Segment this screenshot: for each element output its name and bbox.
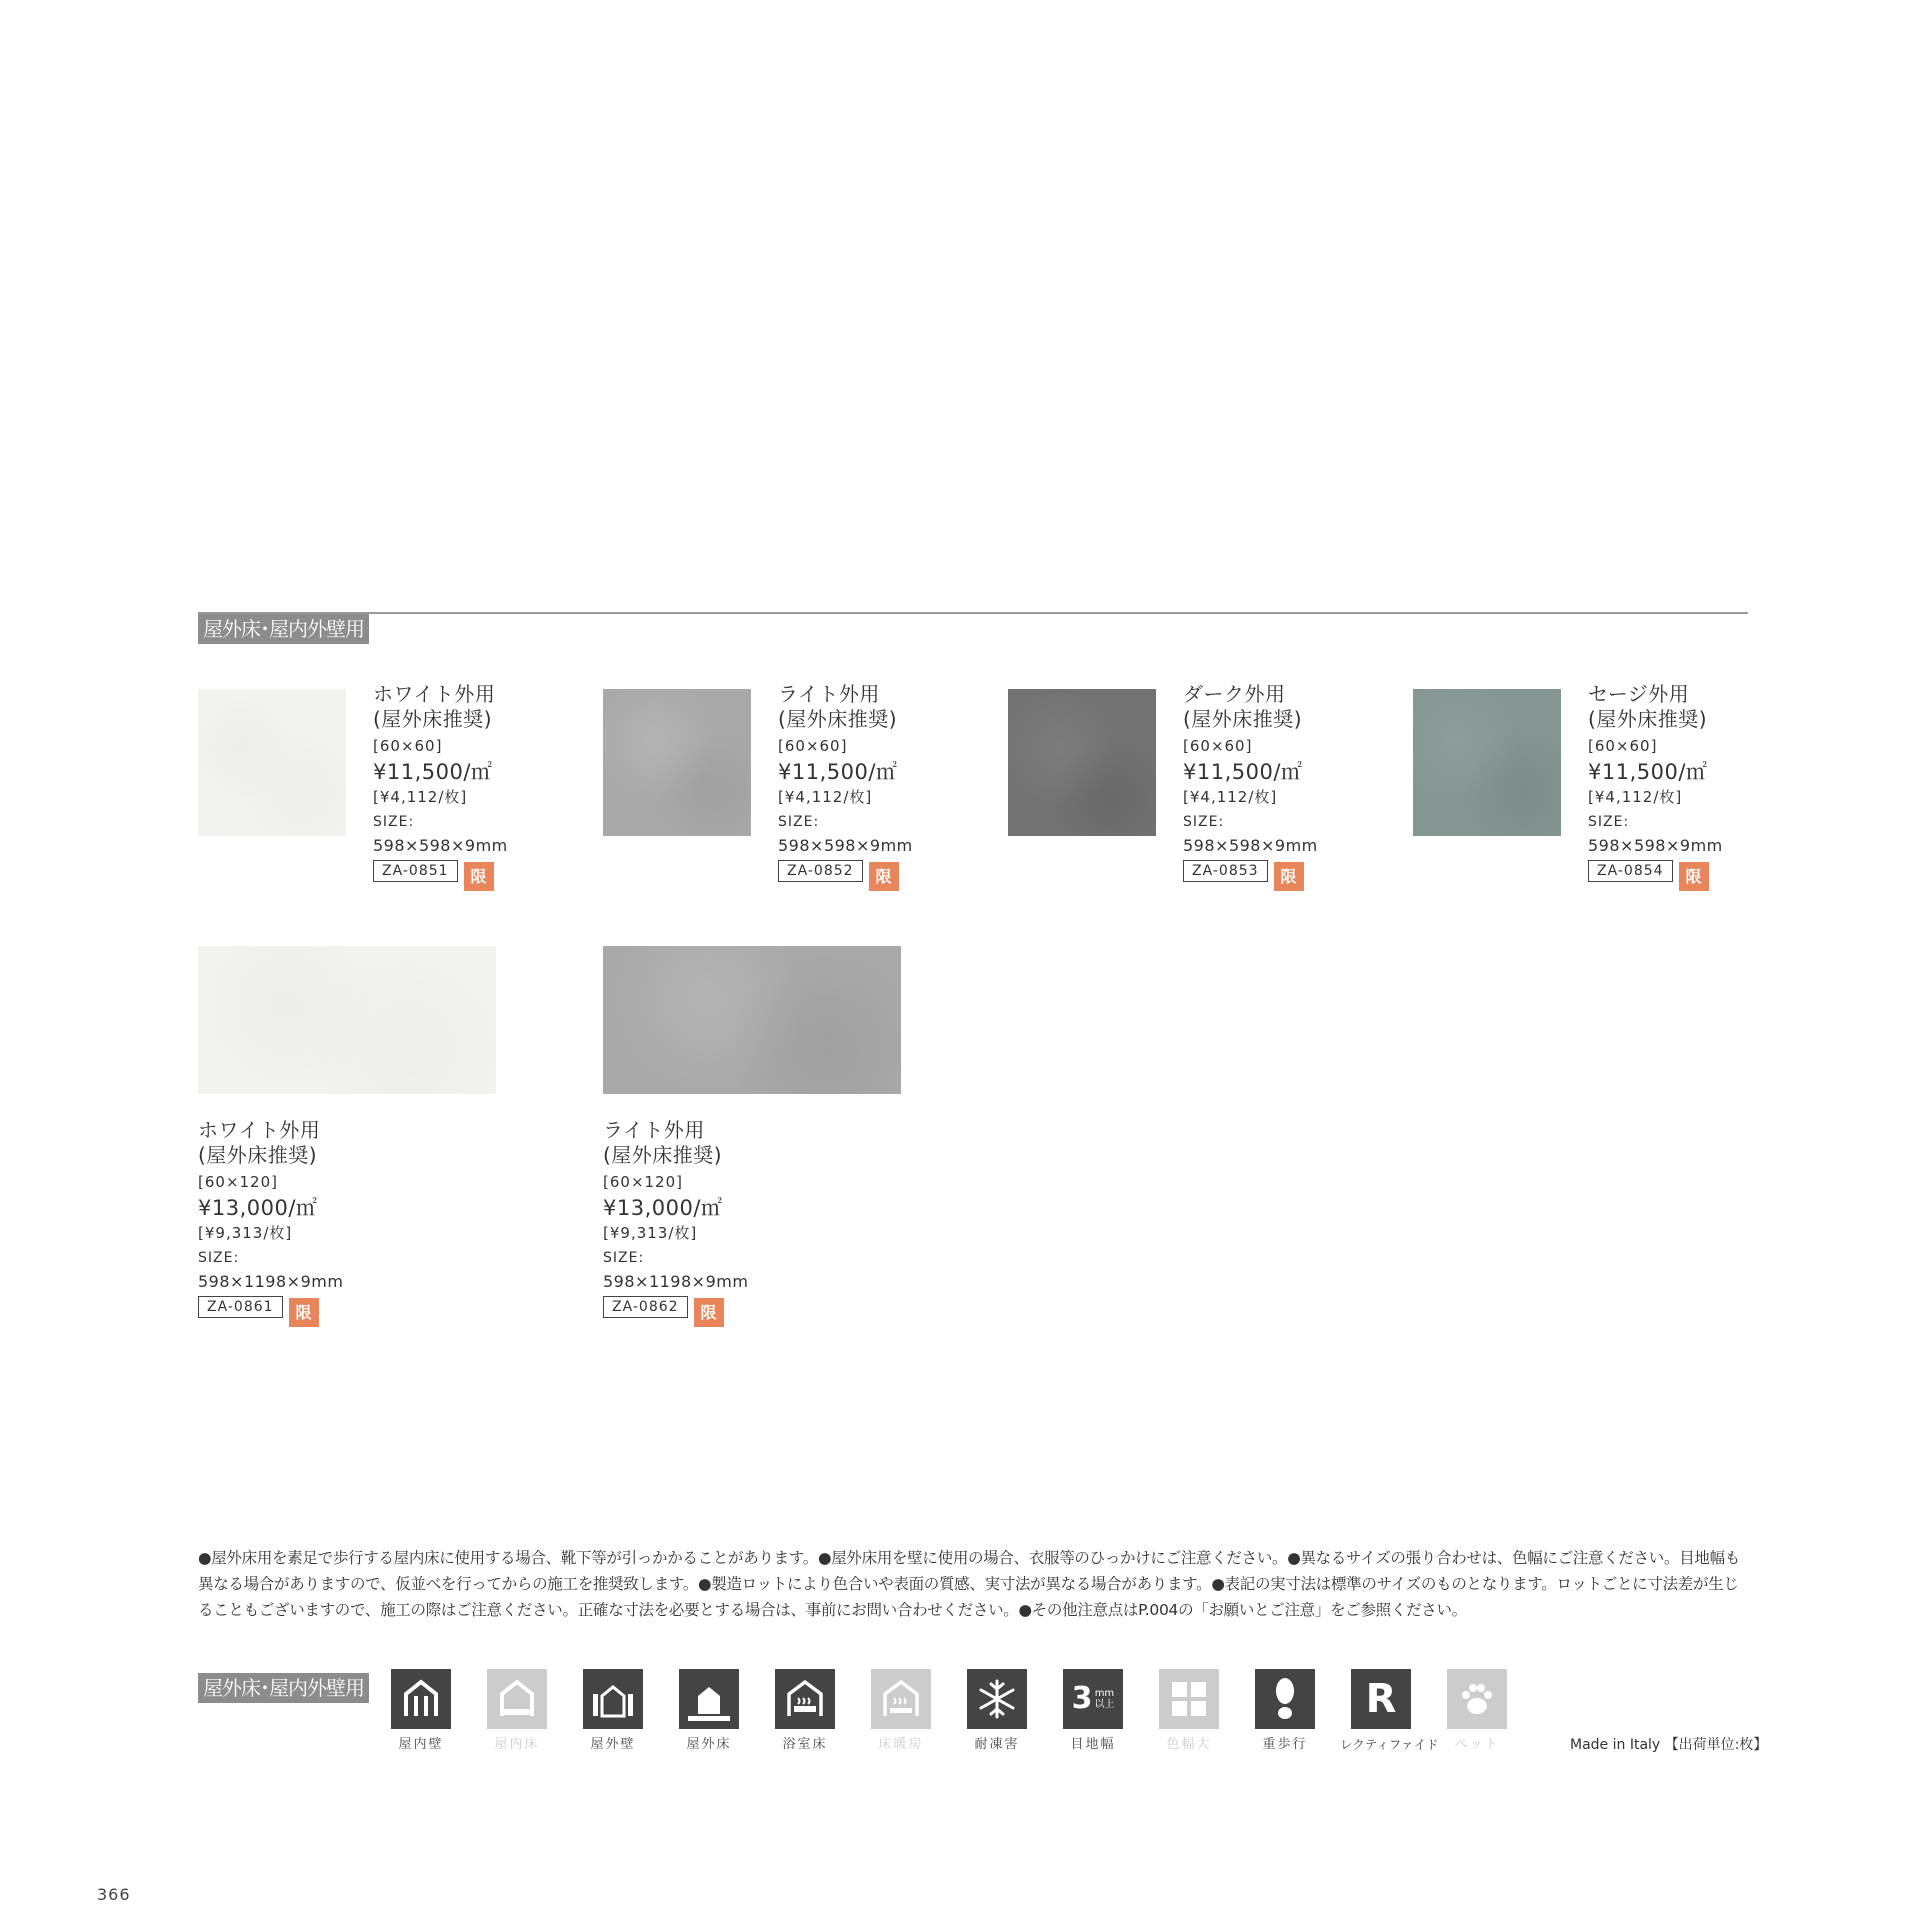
product-unit-price: [¥9,313/枚]	[603, 1224, 698, 1242]
limited-badge: 限	[464, 862, 494, 891]
size-label: SIZE:	[778, 814, 820, 830]
size-label: SIZE:	[198, 1250, 240, 1266]
icon-label: 浴室床	[782, 1737, 828, 1752]
usage-color-variation	[1148, 1669, 1230, 1755]
product-name-note: (屋外床推奨)	[1588, 707, 1708, 731]
product-dims: [60×120]	[603, 1173, 683, 1191]
outdoor-wall-icon	[583, 1669, 643, 1729]
usage-outdoor-wall	[572, 1669, 654, 1755]
product-unit-price: [¥4,112/枚]	[373, 788, 468, 806]
usage-pet	[1436, 1669, 1518, 1755]
icon-label: 色幅大	[1166, 1737, 1212, 1752]
limited-badge: 限	[289, 1298, 319, 1327]
section-label: 屋外床･屋内外壁用	[198, 614, 369, 644]
product-name-note: (屋外床推奨)	[198, 1143, 318, 1167]
product-name-note: (屋外床推奨)	[778, 707, 898, 731]
size-value: 598×1198×9mm	[603, 1272, 749, 1291]
product-price: ¥13,000/㎡	[603, 1196, 723, 1220]
product-price: ¥13,000/㎡	[198, 1196, 318, 1220]
frost-resistance-icon	[967, 1669, 1027, 1729]
usage-outdoor-floor	[668, 1669, 750, 1755]
product-card	[603, 1118, 748, 1327]
tile-swatch-light-large	[603, 946, 901, 1094]
joint-width-unit: mm	[1094, 1688, 1115, 1699]
product-dims: [60×120]	[198, 1173, 278, 1191]
pet-icon	[1447, 1669, 1507, 1729]
product-card	[1588, 682, 1723, 891]
icon-label: 目地幅	[1070, 1737, 1116, 1752]
icon-label: 床暖房	[878, 1737, 924, 1752]
heavy-traffic-icon	[1255, 1669, 1315, 1729]
product-card	[778, 682, 913, 891]
product-card	[1183, 682, 1318, 891]
bathroom-floor-icon	[775, 1669, 835, 1729]
usage-indoor-floor	[476, 1669, 558, 1755]
product-unit-price: [¥9,313/枚]	[198, 1224, 293, 1242]
limited-badge: 限	[694, 1298, 724, 1327]
product-dims: [60×60]	[778, 737, 848, 755]
product-dims: [60×60]	[373, 737, 443, 755]
tile-swatch-dark	[1008, 689, 1156, 836]
tile-swatch-sage	[1413, 689, 1561, 836]
page-number: 366	[97, 1885, 131, 1904]
tile-swatch-light	[603, 689, 751, 836]
product-name: ホワイト外用	[198, 1118, 321, 1142]
product-code: ZA-0854	[1588, 860, 1673, 882]
icon-label: 耐凍害	[974, 1737, 1020, 1752]
usage-joint-width	[1052, 1669, 1134, 1755]
product-price: ¥11,500/㎡	[778, 760, 898, 784]
icon-label: 屋外壁	[590, 1737, 636, 1752]
size-value: 598×598×9mm	[373, 836, 508, 855]
rectified-letter: R	[1365, 1676, 1397, 1722]
product-code: ZA-0852	[778, 860, 863, 882]
size-value: 598×598×9mm	[1183, 836, 1318, 855]
product-code: ZA-0862	[603, 1296, 688, 1318]
product-price: ¥11,500/㎡	[1183, 760, 1303, 784]
product-unit-price: [¥4,112/枚]	[1588, 788, 1683, 806]
usage-heavy-traffic	[1244, 1669, 1326, 1755]
product-price: ¥11,500/㎡	[1588, 760, 1708, 784]
product-name: セージ外用	[1588, 682, 1690, 706]
size-label: SIZE:	[1588, 814, 1630, 830]
product-code: ZA-0861	[198, 1296, 283, 1318]
usage-notes: ●屋外床用を素足で歩行する屋内床に使用する場合、靴下等が引っかかることがあります。●屋外床用を壁に使用の場合、衣服等のひっかけにご注意ください。●異なるサイズの張り合わせは、色幅にご注意ください。目地幅も異なる場合がありますので、仮並べを行ってからの施工を推奨致します。●製造ロットにより色合いや表面の質感、実寸法が異なる場合があります。●表記の実寸法は標準のサイズのものとなります。ロットごとに寸法差が生じることもございますので、施工の際はご注意ください。正確な寸法を必要とする場合は、事前にお問い合わせください。●その他注意点はP.004の「お願いとご注意」をご参照ください。	[198, 1549, 1741, 1619]
product-unit-price: [¥4,112/枚]	[1183, 788, 1278, 806]
usage-frost-resistance	[956, 1669, 1038, 1755]
usage-bathroom-floor	[764, 1669, 846, 1755]
product-dims: [60×60]	[1183, 737, 1253, 755]
product-name-note: (屋外床推奨)	[1183, 707, 1303, 731]
product-code: ZA-0851	[373, 860, 458, 882]
usage-floor-heating	[860, 1669, 942, 1755]
joint-width-number: 3	[1071, 1681, 1093, 1716]
outdoor-floor-icon	[679, 1669, 739, 1729]
icon-label: レクティファイド	[1340, 1737, 1439, 1752]
icon-label: 屋外床	[686, 1737, 732, 1752]
footer-section-label: 屋外床･屋内外壁用	[198, 1673, 369, 1703]
size-value: 598×598×9mm	[1588, 836, 1723, 855]
icon-label: ペット	[1454, 1737, 1500, 1752]
product-dims: [60×60]	[1588, 737, 1658, 755]
size-label: SIZE:	[373, 814, 415, 830]
joint-width-qualifier: 以上	[1094, 1699, 1115, 1710]
icon-label: 屋内床	[494, 1737, 540, 1752]
product-name-note: (屋外床推奨)	[603, 1143, 723, 1167]
color-variation-icon	[1159, 1669, 1219, 1729]
limited-badge: 限	[1679, 862, 1709, 891]
size-label: SIZE:	[603, 1250, 645, 1266]
product-card	[373, 682, 508, 891]
product-price: ¥11,500/㎡	[373, 760, 493, 784]
floor-heating-icon	[871, 1669, 931, 1729]
size-label: SIZE:	[1183, 814, 1225, 830]
product-card	[198, 1118, 343, 1327]
icon-label: 重歩行	[1262, 1737, 1308, 1752]
indoor-wall-icon	[391, 1669, 451, 1729]
product-name: ライト外用	[603, 1118, 705, 1142]
joint-width-icon	[1063, 1669, 1123, 1729]
product-name: ダーク外用	[1183, 682, 1286, 706]
icon-label: 屋内壁	[398, 1737, 444, 1752]
made-in-italy-note: Made in Italy 【出荷単位:枚】	[1570, 1737, 1768, 1753]
indoor-floor-icon	[487, 1669, 547, 1729]
rectified-icon	[1351, 1669, 1411, 1729]
limited-badge: 限	[869, 862, 899, 891]
usage-rectified	[1340, 1669, 1439, 1755]
product-name: ホワイト外用	[373, 682, 496, 706]
product-name: ライト外用	[778, 682, 880, 706]
tile-swatch-white-large	[198, 946, 496, 1094]
size-value: 598×598×9mm	[778, 836, 913, 855]
size-value: 598×1198×9mm	[198, 1272, 344, 1291]
section-divider	[198, 612, 1748, 614]
product-unit-price: [¥4,112/枚]	[778, 788, 873, 806]
usage-indoor-wall	[380, 1669, 462, 1755]
limited-badge: 限	[1274, 862, 1304, 891]
product-code: ZA-0853	[1183, 860, 1268, 882]
product-name-note: (屋外床推奨)	[373, 707, 493, 731]
tile-swatch-white	[198, 689, 346, 836]
